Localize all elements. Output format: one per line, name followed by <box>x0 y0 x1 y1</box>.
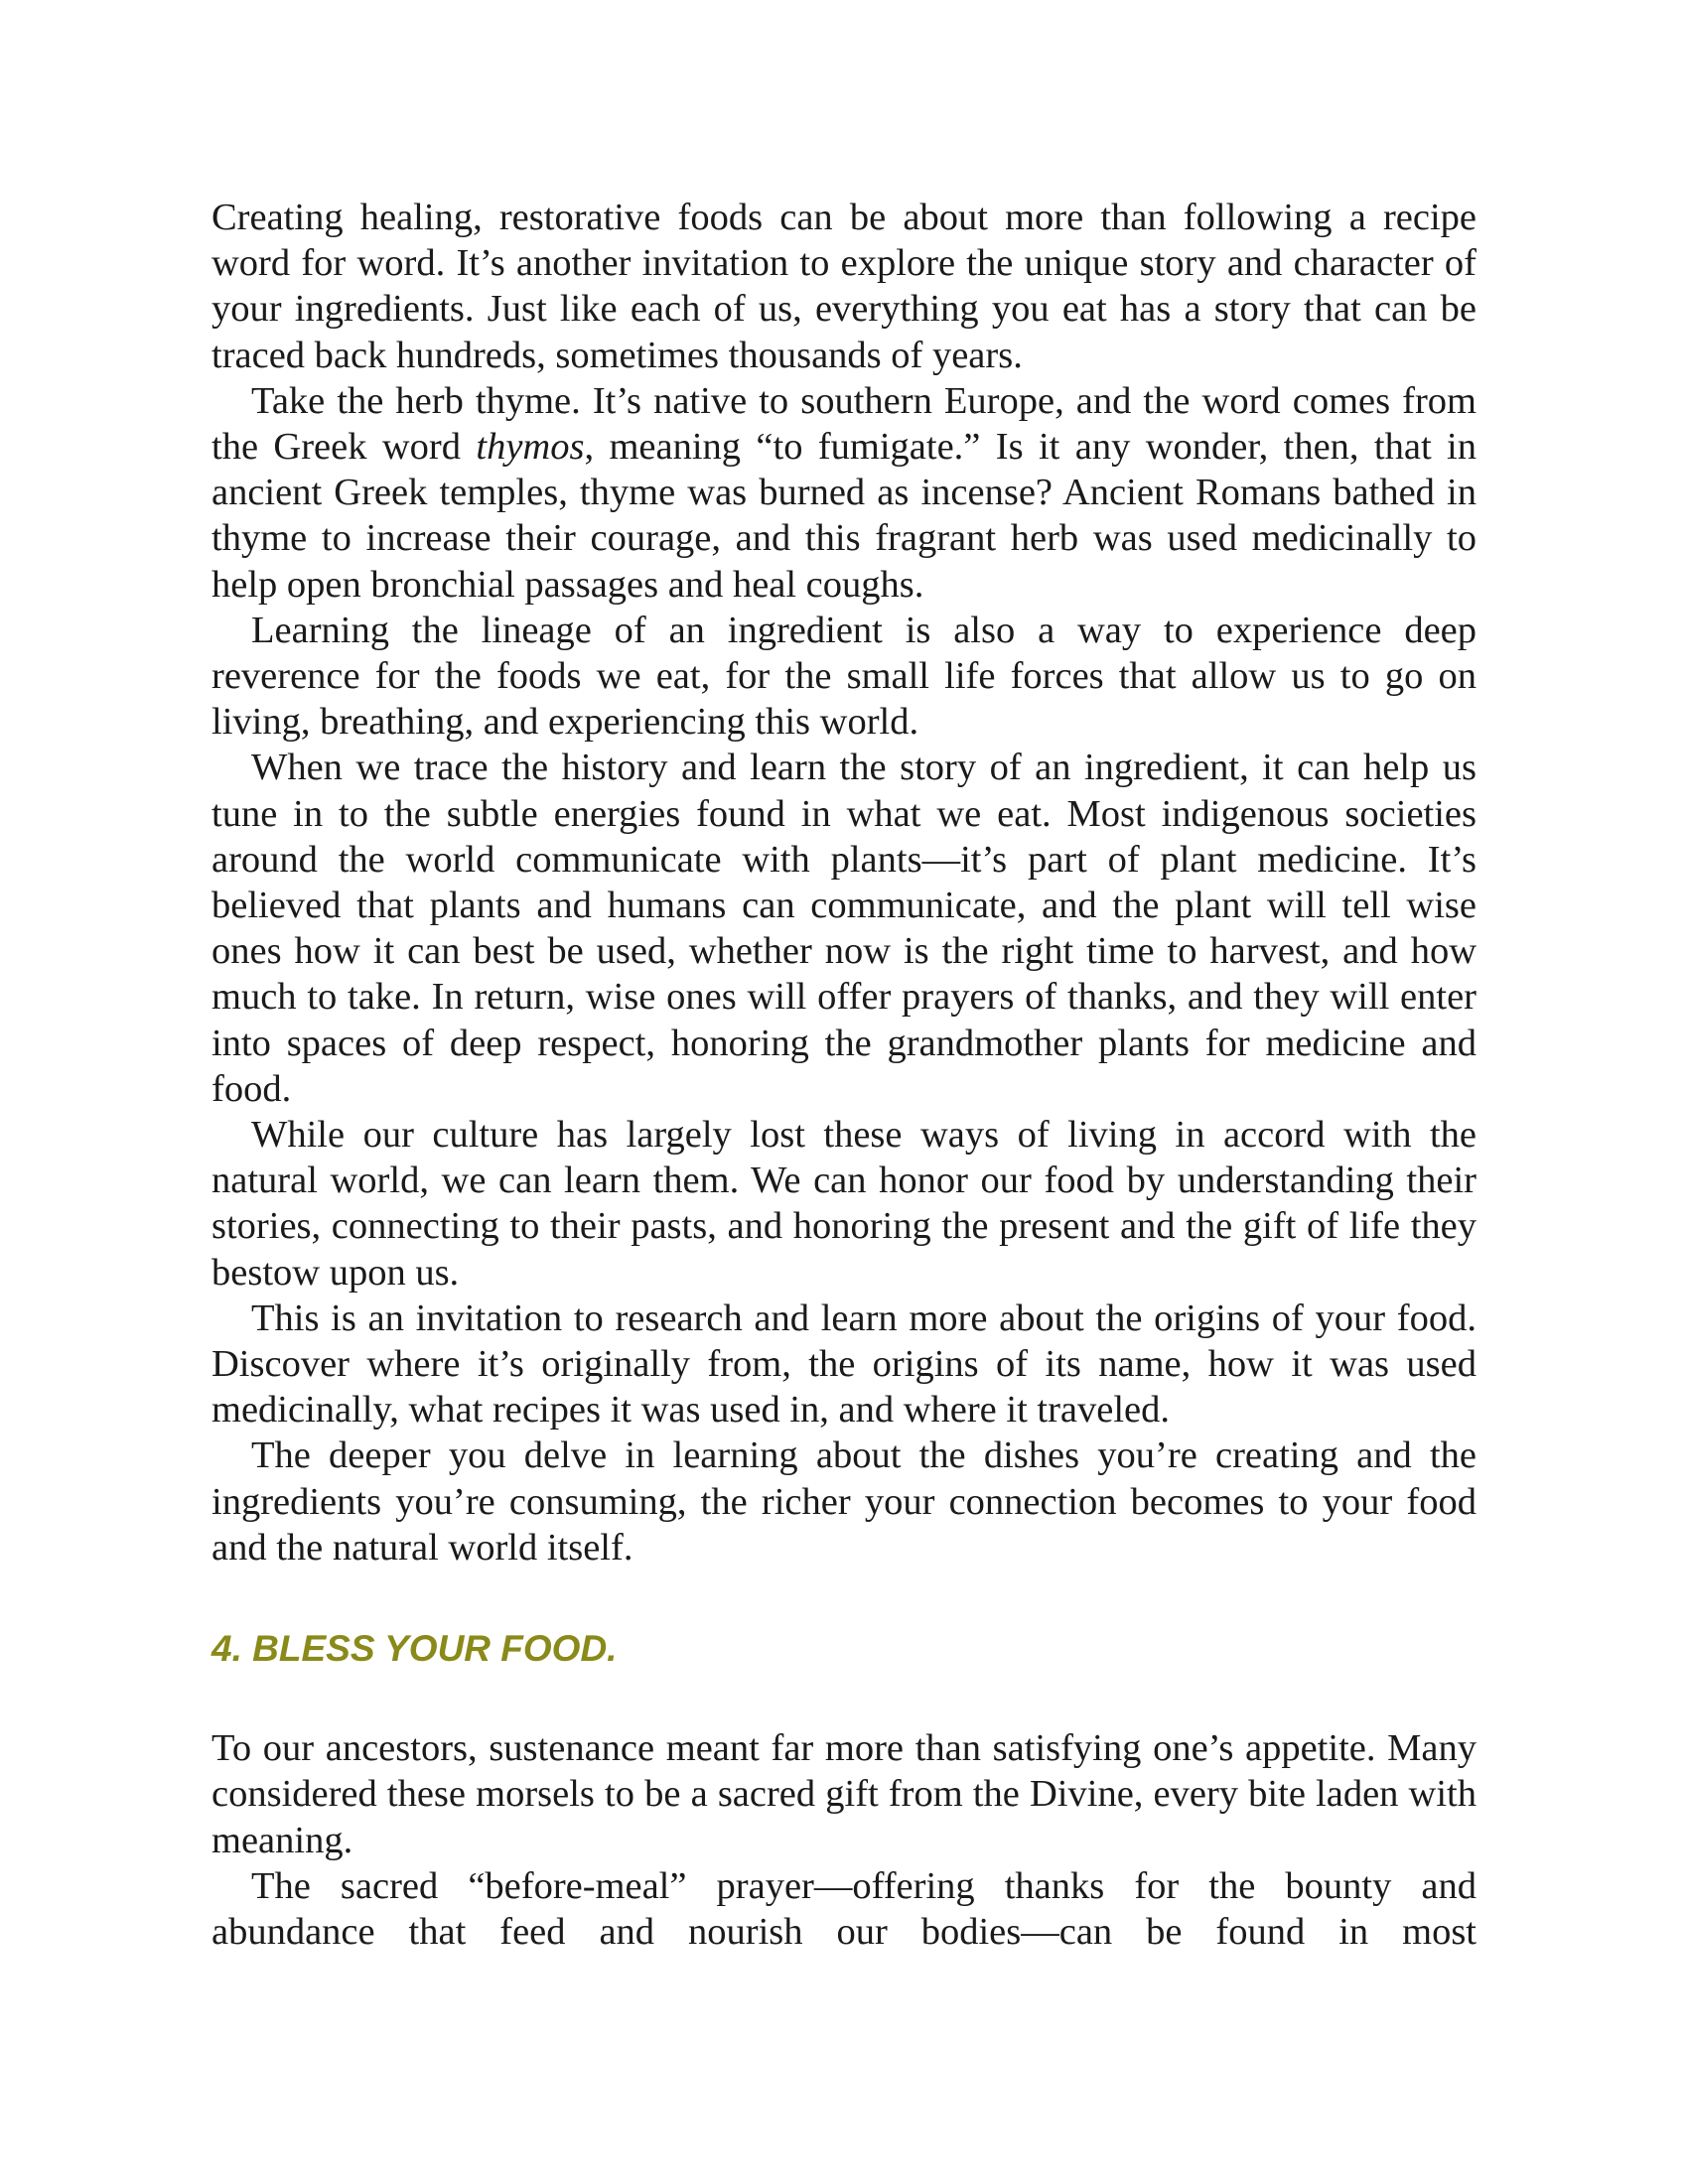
thymos-italic: thymos <box>476 426 585 469</box>
paragraph-culture: While our culture has largely lost these ways of living in accord with the natural world, we can learn them. We can honor our food by understanding their stories, connecting to their pasts, and honoring the present and the gift of life they bestow upon us. <box>211 1114 1477 1294</box>
paragraph-lineage: Learning the lineage of an ingredient is also a way to experience deep reverence for the foods we eat, for the small life forces that allow us to go on living, breathing, and experiencing this world. <box>211 609 1477 744</box>
paragraph-invitation: This is an invitation to research and learn more about the origins of your food. Discover where it’s originally from, the origins of its name, how it was used medicinally, what recipes it was used in, and where it traveled. <box>211 1297 1477 1432</box>
page-body <box>211 195 1477 1955</box>
paragraph-history: When we trace the history and learn the story of an ingredient, it can help us tune in to the subtle energies found in what we eat. Most indigenous societies around the world communicate with plants—it’s part of plant medicine. It’s believed that plants and humans can communicate, and the plant will tell wise ones how it can best be used, whether now is the right time to harvest, and how much to take. In return, wise ones will offer prayers of thanks, and they will enter into spaces of deep respect, honoring the grandmother plants for medicine and food. <box>211 747 1477 1110</box>
thyme-text-end: , meaning “to fumigate.” Is it any wonder, then, that in ancient Greek temples, thyme was burned as incense? Ancient Romans bathed in thyme to increase their courage, and this fragrant herb was used medicinally to help open bronchial passages and heal coughs. <box>211 426 1477 606</box>
thyme-text-start: Take the herb thyme. It’s native to southern Europe, and the word comes from the Greek word <box>211 379 1477 469</box>
section-heading-bless-food: 4. BLESS YOUR FOOD. <box>211 1628 618 1670</box>
paragraph-prayer: The sacred “before-meal” prayer—offering thanks for the bounty and abundance that feed and nourish our bodies—can be found in most <box>211 1864 1477 1953</box>
paragraph-deeper: The deeper you delve in learning about the dishes you’re creating and the ingredients you’re consuming, the richer your connection becomes to your food and the natural world itself. <box>211 1434 1477 1569</box>
paragraph-thyme <box>211 378 1477 608</box>
paragraph-ingredients-story: Creating healing, restorative foods can be about more than following a recipe word for word. It’s another invitation to explore the unique story and character of your ingredients. Just like each of us, everything you eat has a story that can be traced back hundreds, sometimes thousands of years. <box>211 197 1477 376</box>
paragraph-ancestors: To our ancestors, sustenance meant far more than satisfying one’s appetite. Many considered these morsels to be a sacred gift from the Divine, every bite laden with meaning. <box>211 1727 1477 1861</box>
